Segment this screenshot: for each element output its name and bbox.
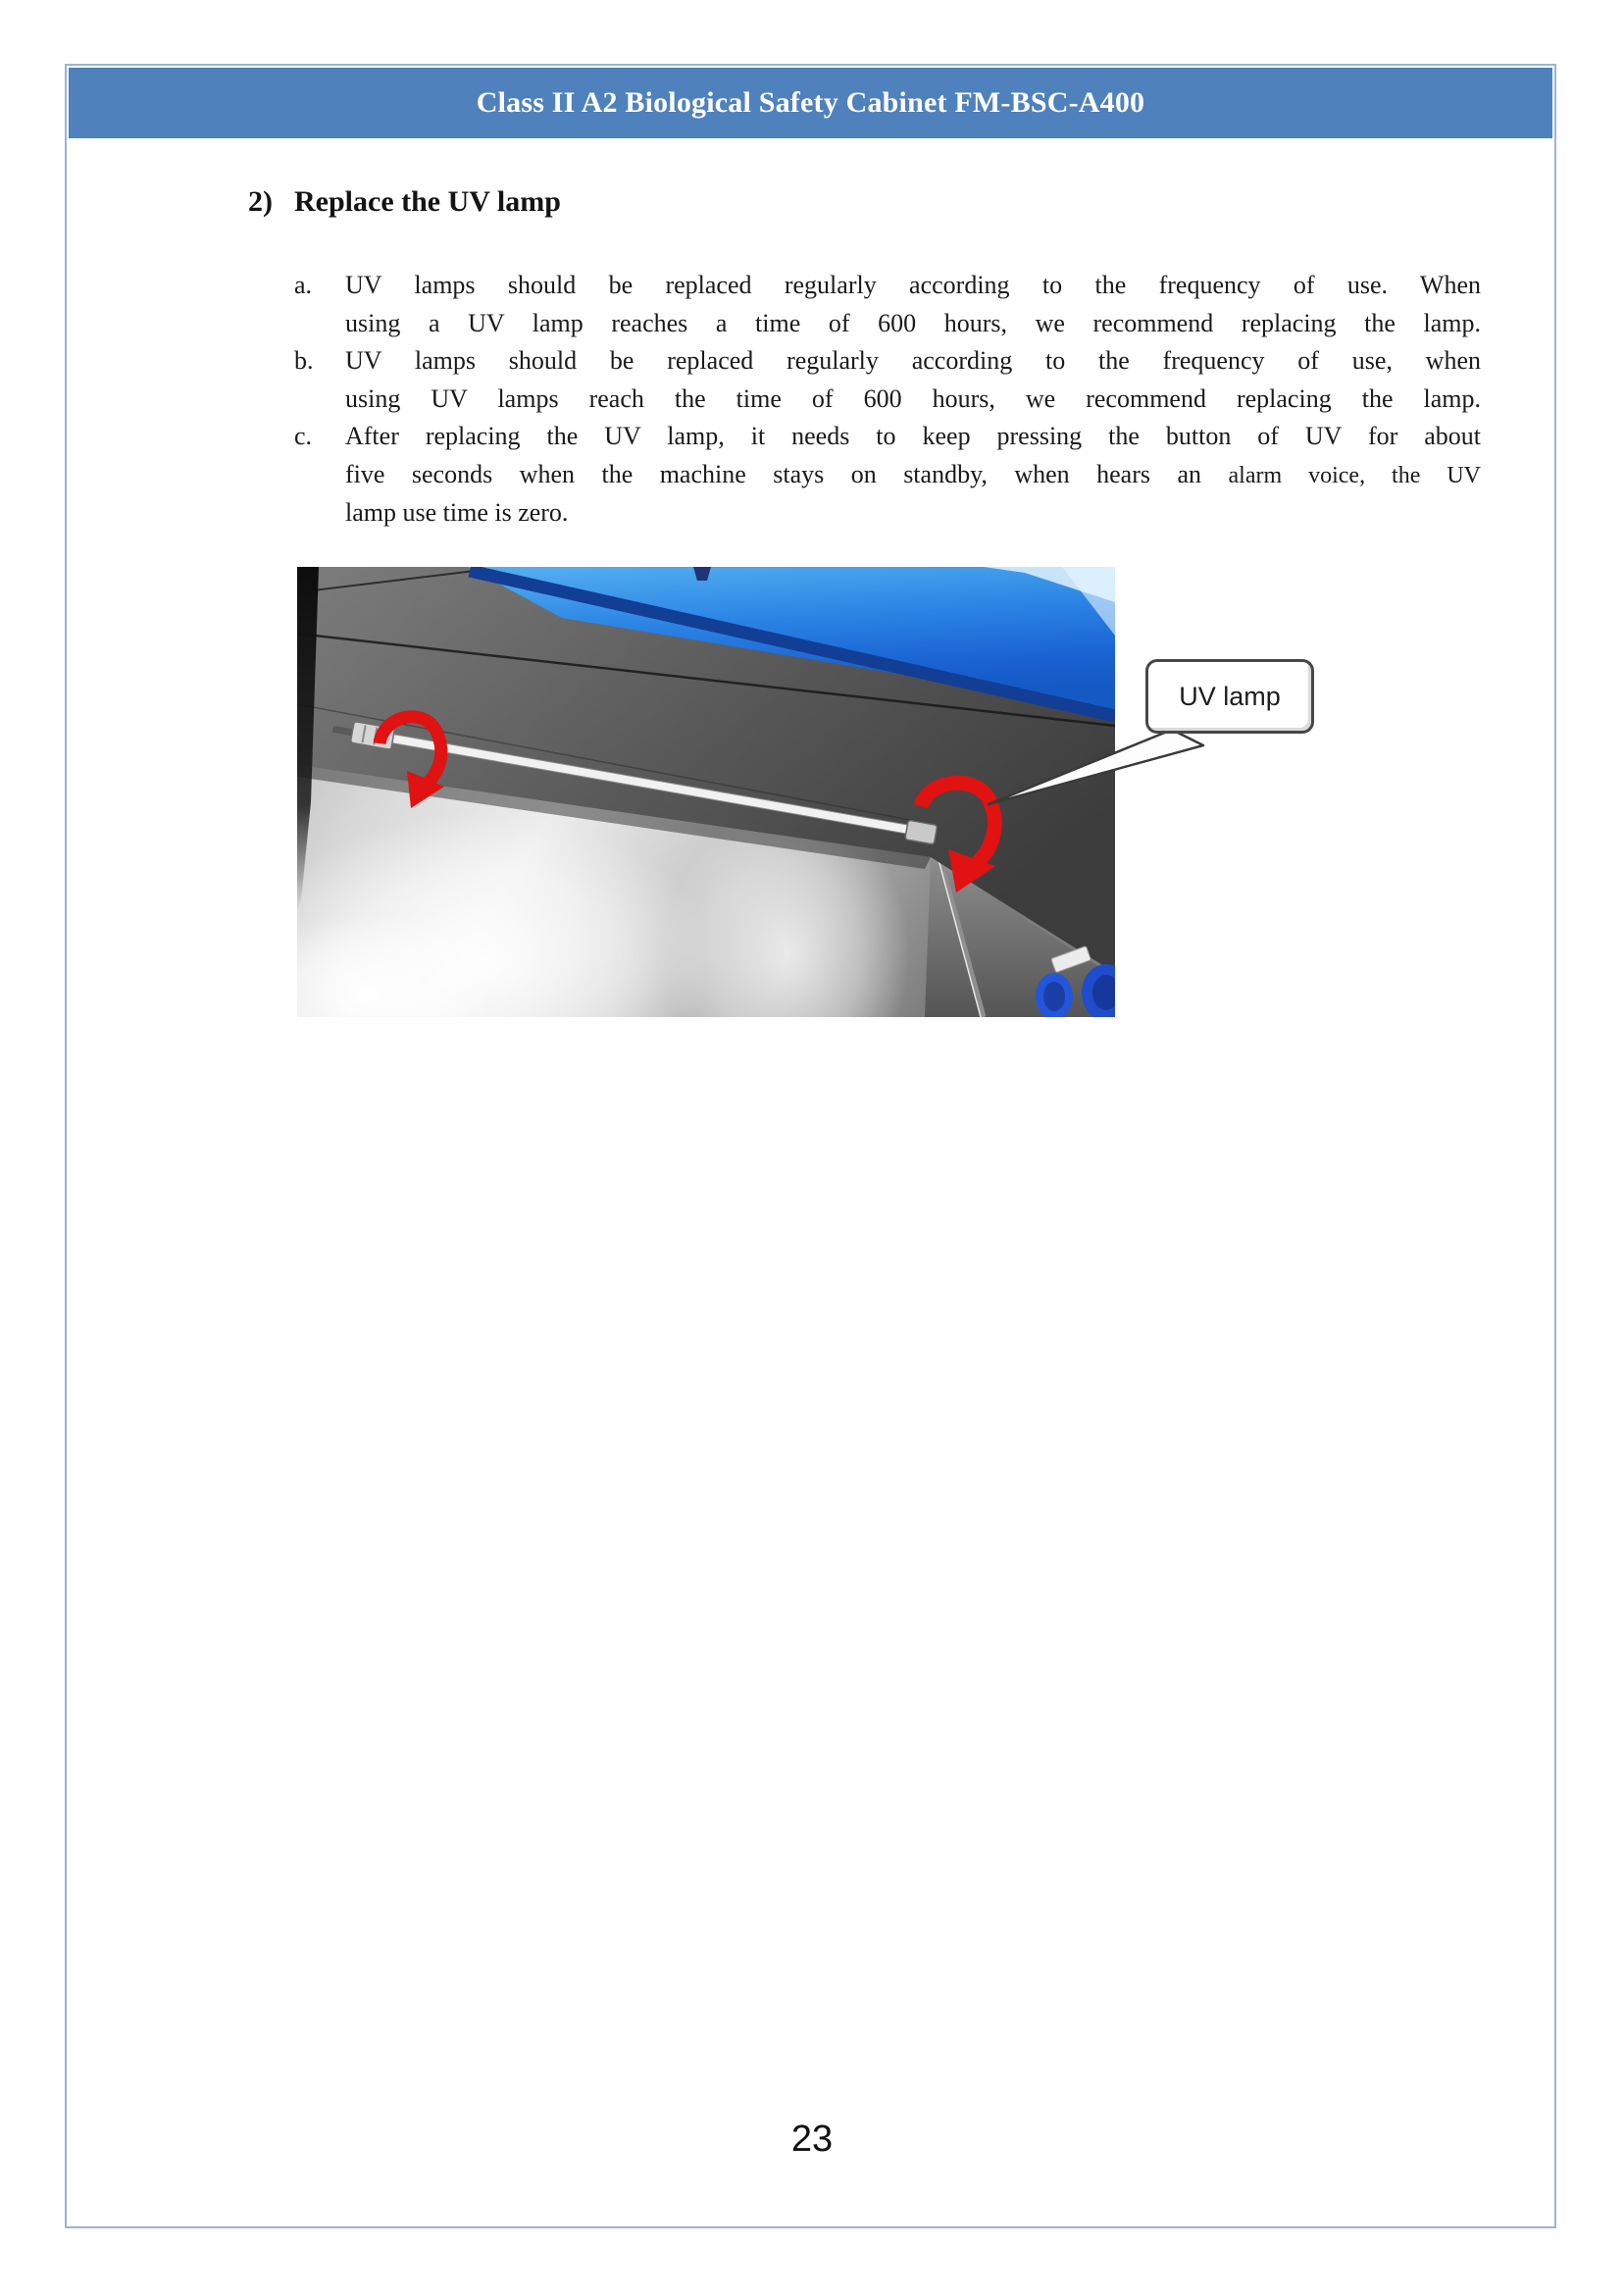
section-title: Replace the UV lamp bbox=[294, 185, 561, 218]
list-line: After replacing the UV lamp, it needs to keep pressing the button of UV for about bbox=[345, 422, 1481, 450]
list-marker: a. bbox=[294, 271, 313, 299]
header-bar bbox=[69, 68, 1552, 138]
list-item-text bbox=[345, 267, 1481, 342]
instruction-list bbox=[294, 267, 1481, 533]
list-marker: b. bbox=[294, 346, 314, 375]
list-item-a bbox=[294, 267, 1481, 342]
list-marker: c. bbox=[294, 422, 313, 450]
section-heading bbox=[248, 185, 561, 219]
list-line: using UV lamps reach the time of 600 hours, we recommend replacing the lamp. bbox=[345, 383, 1481, 413]
list-item-text bbox=[345, 342, 1481, 418]
list-line: lamp use time is zero. bbox=[345, 498, 569, 527]
list-line: UV lamps should be replaced regularly according to the frequency of use. When bbox=[345, 271, 1481, 299]
page-number: 23 bbox=[790, 2118, 834, 2160]
list-item-b bbox=[294, 342, 1481, 418]
cabinet-photo bbox=[297, 567, 1115, 1017]
section-number: 2) bbox=[248, 185, 273, 218]
uv-lamp-figure bbox=[297, 567, 1322, 1020]
list-item-text bbox=[345, 418, 1481, 533]
uv-lamp-callout-label: UV lamp bbox=[1179, 681, 1281, 711]
list-line: using a UV lamp reaches a time of 600 hours, we recommend replacing the lamp. bbox=[345, 308, 1481, 337]
list-line-segment-small: alarm voice, the UV bbox=[1228, 462, 1482, 488]
lamp-end-cap-right bbox=[905, 820, 938, 844]
page-header-title: Class II A2 Biological Safety Cabinet FM-BSC-A400 bbox=[476, 86, 1145, 119]
uv-lamp-callout bbox=[1145, 659, 1314, 734]
list-line bbox=[345, 456, 1481, 495]
list-line: UV lamps should be replaced regularly according to the frequency of use, when bbox=[345, 346, 1481, 375]
list-item-c bbox=[294, 418, 1481, 533]
list-line-segment: five seconds when the machine stays on standby, when hears an bbox=[345, 459, 1202, 488]
